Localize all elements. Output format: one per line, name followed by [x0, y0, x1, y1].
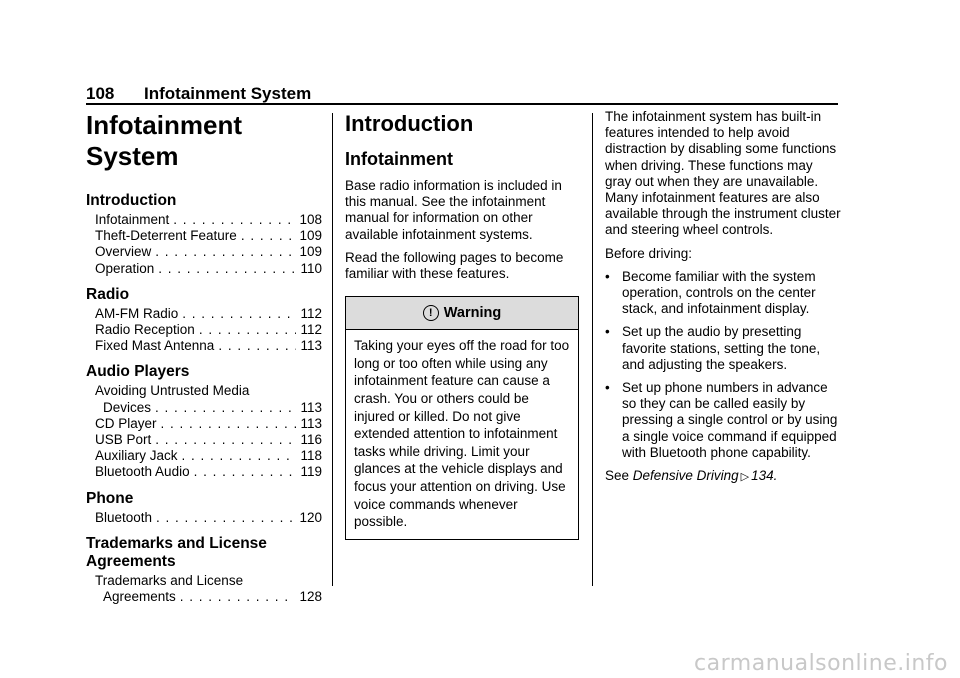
toc-entry-label: Bluetooth: [95, 509, 153, 525]
warning-title: Warning: [443, 305, 502, 322]
toc-entry-radio-reception[interactable]: [86, 322, 322, 338]
toc-entry-label: Radio Reception: [95, 322, 195, 338]
toc-leader-dots: [182, 448, 297, 464]
page-reference-arrow-icon: ▷: [740, 471, 750, 484]
toc-entry-page: 108: [299, 212, 322, 227]
toc-section-audio-players: Audio Players: [86, 363, 190, 381]
toc-entry-page: 112: [300, 305, 322, 321]
toc-section-name-line1: Trademarks and License: [86, 534, 267, 552]
toc-entry-page: 109: [299, 244, 322, 260]
features-column: [605, 109, 841, 485]
header-rule: [86, 103, 838, 105]
toc-entry-label: USB Port: [95, 432, 152, 448]
toc-entry-page: 113: [300, 415, 322, 431]
toc-column: [86, 108, 322, 605]
list-item: [605, 380, 841, 461]
introduction-column: [345, 108, 579, 540]
toc-entry-page: 109: [299, 228, 322, 244]
toc-entry-label: Operation: [95, 260, 155, 276]
warning-header: [346, 297, 578, 330]
toc-leader-dots: [155, 400, 296, 416]
toc-entry-label: Bluetooth Audio: [95, 464, 190, 480]
toc-entry-infotainment[interactable]: [86, 212, 322, 228]
toc-section-introduction: Introduction: [86, 192, 177, 209]
column-divider-right: [592, 113, 593, 586]
toc-entry-label: Theft-Deterrent Feature: [95, 228, 237, 244]
toc-entry-page: 120: [299, 509, 322, 525]
list-item: [605, 324, 841, 373]
toc-entry-theft-deterrent[interactable]: [86, 228, 322, 244]
toc-title-line2: System: [86, 141, 179, 171]
bullet-glyph: •: [605, 324, 610, 340]
toc-entry-label: Fixed Mast Antenna: [95, 338, 215, 354]
toc-section-name-line2: Agreements: [86, 552, 176, 570]
toc-entry-label: Overview: [95, 244, 152, 260]
section-heading: Introduction: [345, 111, 474, 136]
toc-entry-cd-player[interactable]: [86, 416, 322, 432]
bullet-glyph: •: [605, 380, 610, 396]
see-prefix: See: [605, 468, 630, 484]
toc-entry-bluetooth[interactable]: [86, 510, 322, 526]
warning-box: [345, 296, 579, 540]
page-header: [86, 84, 838, 104]
features-paragraph: The infotainment system has built-in features intended to help avoid distraction by disabling some functions when driving. These functions may gray out when they are unavailable. Many infotainment features are also available through the instrument cluster and steering wheel controls.: [605, 109, 841, 238]
toc-entry-page: 116: [300, 432, 322, 448]
toc-section-trademarks: [86, 535, 322, 571]
list-item: [605, 269, 841, 318]
toc-leader-dots: [218, 338, 296, 354]
chapter-title: Infotainment System: [144, 84, 312, 103]
list-item-text: Become familiar with the system operation, controls on the center stack, and infotainment display.: [622, 268, 816, 317]
before-driving-label: Before driving:: [605, 245, 693, 261]
defensive-driving-link[interactable]: Defensive Driving: [632, 468, 739, 484]
toc-entry-page: 113: [300, 399, 322, 415]
toc-entry-am-fm-radio[interactable]: [86, 306, 322, 322]
toc-section-phone: Phone: [86, 489, 134, 507]
toc-leader-dots: [173, 212, 295, 228]
toc-entry-page: 113: [300, 338, 322, 354]
list-item-text: Set up the audio by presetting favorite stations, setting the tone, and adjusting the speakers.: [622, 324, 821, 372]
watermark: carmanualsonline.info: [694, 651, 948, 676]
list-item-text: Set up phone numbers in advance so they can be called easily by pressing a single control or by using a single voice command if equipped with Bluetooth phone capability.: [622, 380, 838, 460]
toc-title: [86, 110, 322, 172]
toc-entry-label-line1: Avoiding Untrusted Media: [95, 383, 250, 399]
subsection-heading: Infotainment: [345, 149, 453, 169]
toc-leader-dots: [180, 589, 296, 605]
page-number: 108: [86, 84, 115, 103]
intro-paragraph-2: Read the following pages to become familiar with these features.: [345, 249, 564, 282]
toc-leader-dots: [199, 322, 297, 338]
reference-page: 134.: [751, 468, 778, 484]
toc-leader-dots: [155, 244, 295, 260]
toc-entry-trademarks-license[interactable]: [86, 573, 322, 605]
toc-entry-label: CD Player: [95, 415, 157, 431]
bullet-glyph: •: [605, 268, 610, 284]
toc-section-radio: Radio: [86, 285, 130, 303]
see-reference: [605, 468, 841, 485]
toc-entry-page: 128: [299, 589, 322, 605]
toc-entry-operation[interactable]: [86, 261, 322, 277]
toc-entry-fixed-mast-antenna[interactable]: [86, 338, 322, 354]
toc-entry-label: Devices: [103, 399, 152, 415]
toc-entry-label: Agreements: [103, 589, 176, 605]
column-divider-left: [332, 113, 333, 586]
toc-leader-dots: [241, 228, 296, 244]
toc-entry-page: 119: [300, 464, 322, 480]
exclamation-circle-icon: !: [423, 305, 439, 321]
intro-paragraph-1: Base radio information is included in this manual. See the infotainment manual for information on other available infotainment systems.: [345, 178, 562, 242]
toc-entry-label: AM-FM Radio: [95, 305, 179, 321]
toc-entry-auxiliary-jack[interactable]: [86, 448, 322, 464]
toc-entry-page: 118: [300, 448, 322, 464]
toc-entry-label-line1: Trademarks and License: [95, 572, 244, 588]
toc-entry-page: 112: [300, 322, 322, 338]
toc-leader-dots: [194, 464, 297, 480]
toc-entry-label: Infotainment: [95, 212, 170, 227]
toc-leader-dots: [156, 510, 295, 526]
toc-leader-dots: [155, 432, 296, 448]
toc-leader-dots: [161, 416, 297, 432]
toc-entry-avoiding-untrusted-media[interactable]: [86, 383, 322, 415]
warning-body: Taking your eyes off the road for too long or too often while using any infotainment feature can cause a crash. You or others could be injured or killed. Do not give extended attention to infotainment tasks while driving. Limit your glances at the vehicle displays and focus your attention on driving. Use voice commands whenever possible.: [354, 338, 570, 530]
toc-title-line1: Infotainment: [86, 110, 242, 140]
toc-entry-overview[interactable]: [86, 244, 322, 260]
toc-entry-page: 110: [300, 260, 322, 276]
toc-leader-dots: [182, 306, 296, 322]
toc-entry-usb-port[interactable]: [86, 432, 322, 448]
toc-leader-dots: [158, 261, 296, 277]
toc-entry-label: Auxiliary Jack: [95, 448, 178, 464]
toc-entry-bluetooth-audio[interactable]: [86, 464, 322, 480]
